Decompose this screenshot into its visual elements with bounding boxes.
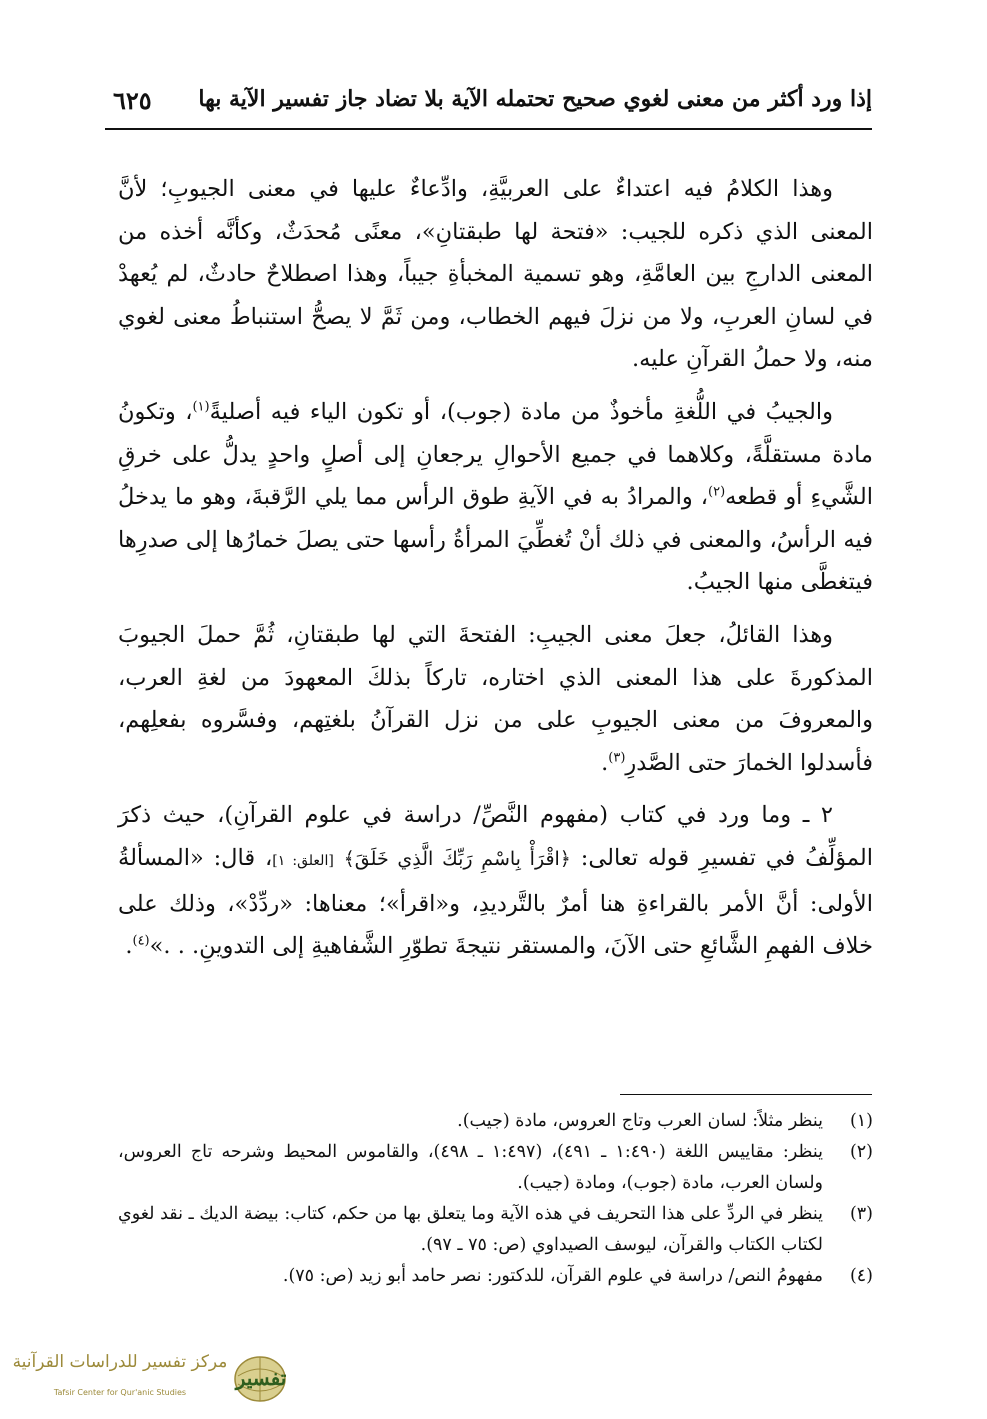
footnote-text: مفهومُ النص/ دراسة في علوم القرآن، للدكتور: نصر حامد أبو زيد (ص: ٧٥). (282, 1266, 823, 1286)
paragraph-4 (118, 794, 873, 967)
footnote-item (118, 1106, 873, 1137)
page-number: ٦٢٥ (113, 86, 152, 115)
paragraph-4-part-a: ٢ ـ وما ورد في كتاب (مفهوم النَّصِّ/ دراسة في علوم القرآنِ)، حيث ذكرَ المؤلِّفُ في تفسيرِ قوله تعالى: (118, 802, 873, 871)
footnote-text: ينظر في الردِّ على هذا التحريف في هذه الآية وما يتعلق بها من حكم، كتاب: بيضة الديك ـ نقد لغوي لكتاب الكتاب والقرآن، ليوسف الصيداوي (ص: ٧٥ ـ ٩٧). (118, 1204, 823, 1255)
paragraph-3-part-a: وهذا القائلُ، جعلَ معنى الجيبِ: الفتحةَ التي لها طبقتانِ، ثُمَّ حملَ الجيوبَ المذكورةَ على هذا المعنى الذي اختاره، تاركاً بذلكَ المعهودَ من لغةِ العرب، والمعروفَ من معنى الجيوبِ على من نزل القرآنُ بلغتِهم، وفسَّروه بفعلِهم، فأسدلوا الخمارَ حتى الصَّدرِ (118, 621, 873, 776)
paragraph-4-part-c: . (125, 933, 133, 960)
footnote-ref-4[interactable]: (٤) (132, 933, 150, 949)
paragraph-2-part-c: ، والمرادُ به في الآيةِ طوق الرأس مما يلي الرَّقبةَ، وهو ما يدخلُ فيه الرأسُ، والمعنى في ذلك أنْ تُغطِّيَ المرأةُ رأسها حتى يصلَ خمارُها إلى صدرِها فيتغطَّى منها الجيبُ. (118, 484, 873, 596)
logo-english-name: Tafsir Center for Qur'anic Studies (53, 1388, 187, 1397)
paragraph-1: وهذا الكلامُ فيه اعتداءٌ على العربيَّةِ، وادِّعاءٌ عليها في معنى الجيوبِ؛ لأنَّ المعنى الذي ذكره للجيب: «فتحة لها طبقتانِ»، معنًى مُحدَثٌ، وكأنَّه أخذه من المعنى الدارجِ بين العامَّةِ، وهو تسمية المخبأةِ جيباً، وهذا اصطلاحٌ حادثٌ، لم يُعهدْ في لسانِ العربِ، ولا من نزلَ فيهم الخطاب، ومن ثَمَّ لا يصحُّ استنباطُ معنى لغوي منه، ولا حملُ القرآنِ عليه. (118, 176, 873, 373)
paragraph-3 (118, 614, 873, 784)
footnote-ref-1[interactable]: (١) (192, 399, 210, 415)
logo-arabic-name: مركز تفسير للدراسات القرآنية (12, 1352, 228, 1372)
running-header (105, 82, 872, 130)
main-text (118, 168, 873, 968)
paragraph-2-part-a: والجيبُ في اللُّغةِ مأخوذٌ من مادة (جوب)، أو تكون الياء فيه أصليةً (209, 398, 833, 425)
paragraph-2-part-b: ، وتكونُ مادة مستقلَّةً، وكلاهما في جميع الأحوالِ يرجعانِ إلى أصلٍ واحدٍ يدلُّ على خرقِ الشَّيءِ أو قطعه (118, 398, 873, 511)
footnotes (118, 1106, 873, 1292)
footnote-number: (١) (849, 1111, 873, 1131)
footnote-text: ينظر مثلاً: لسان العرب وتاج العروس، مادة (جيب). (457, 1111, 823, 1131)
footnote-item (118, 1199, 873, 1261)
footnote-number: (٤) (849, 1266, 873, 1286)
paragraph-4-part-b: ، قال: «المسألةُ الأولى: أنَّ الأمر بالقراءةِ هنا أمرٌ بالتَّرديدِ، و«اقرأ»؛ معناها: «ردِّدْ»، وذلك على خلاف الفهمِ الشَّائعِ حتى الآنَ، والمستقر نتيجةَ تطوّرِ الشَّفاهيةِ إلى التدوينِ. . .» (118, 844, 873, 960)
footnote-ref-3[interactable]: (٣) (608, 750, 626, 766)
footnote-divider (620, 1094, 872, 1095)
footnote-item (118, 1137, 873, 1199)
paragraph-2 (118, 391, 873, 604)
logo-brand-text: تفسير (235, 1366, 287, 1390)
verse-reference: [العلق: ١] (272, 852, 334, 869)
footnote-item (118, 1261, 873, 1292)
tafsir-center-logo (12, 1352, 302, 1410)
footnote-text: ينظر: مقاييس اللغة (١:٤٩٠ ـ ٤٩١)، (١:٤٩٧ ـ ٤٩٨)، والقاموس المحيط وشرحه تاج العروس، ولسان العرب، مادة (جوب)، ومادة (جيب). (118, 1142, 823, 1193)
footnote-ref-2[interactable]: (٢) (708, 484, 726, 500)
quran-verse: ﴿اقْرَأْ بِاسْمِ رَبِّكَ الَّذِي خَلَقَ﴾ (343, 847, 571, 870)
footnote-number: (٣) (849, 1204, 873, 1224)
running-title: إذا ورد أكثر من معنى لغوي صحيح تحتمله الآية بلا تضاد جاز تفسير الآية بها (198, 86, 872, 112)
paragraph-3-part-b: . (601, 749, 609, 776)
footnote-number: (٢) (849, 1142, 873, 1162)
